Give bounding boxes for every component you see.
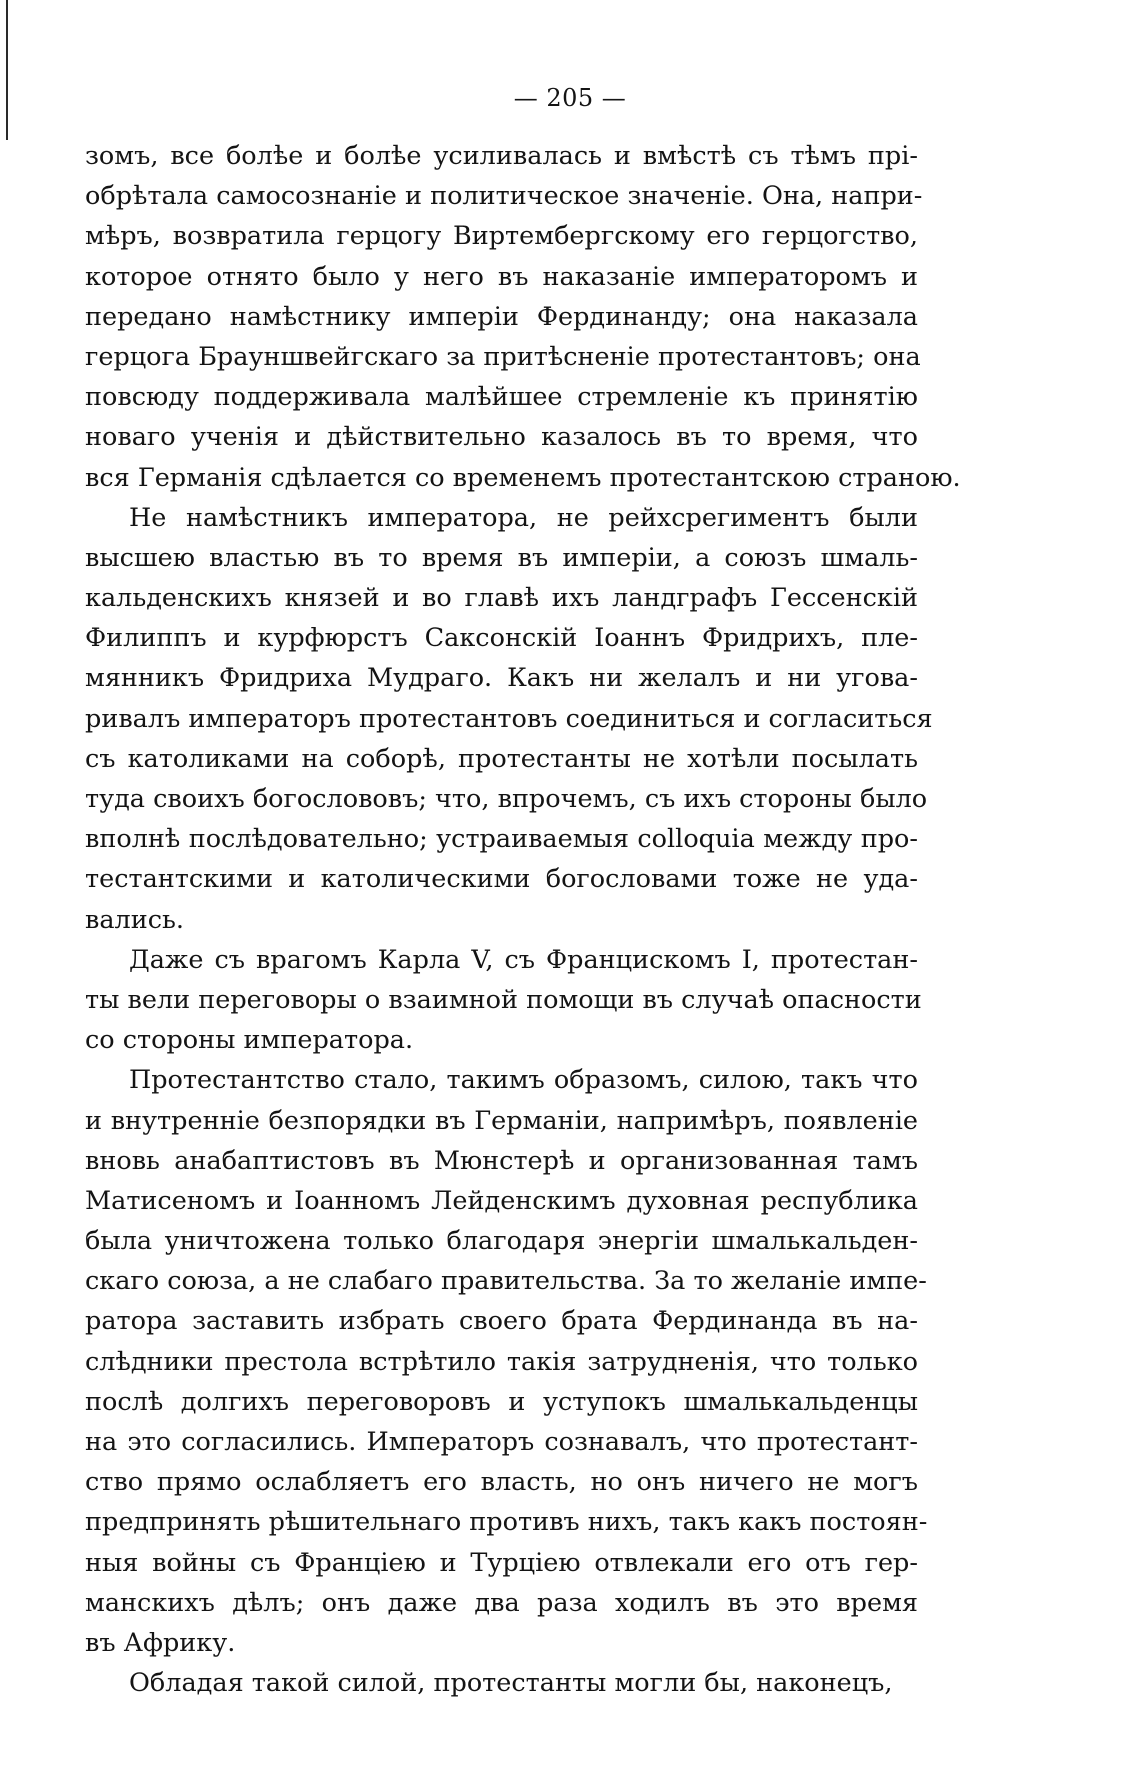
text-line: передано намѣстнику имперіи Фердинанду; она наказала <box>85 301 918 332</box>
paragraph <box>85 940 922 1061</box>
paragraph <box>85 1663 918 1703</box>
text-line: вся Германія сдѣлается со временемъ протестантскою страною. <box>85 462 961 493</box>
text-line: въ Африку. <box>85 1627 236 1658</box>
text-line: Не намѣстникъ императора, не рейхсрегиментъ были <box>129 502 918 533</box>
text-line: Филиппъ и курфюрстъ Саксонскій Іоаннъ Фридрихъ, пле- <box>85 623 918 654</box>
text-line: ратора заставить избрать своего брата Фердинанда въ на- <box>85 1306 918 1337</box>
text-line: со стороны императора. <box>85 1025 414 1056</box>
text-line: ныя войны съ Франціею и Турціею отвлекали его отъ гер- <box>85 1547 918 1578</box>
text-line: ты вели переговоры о взаимной помощи въ случаѣ опасности <box>85 984 922 1015</box>
text-line: туда своихъ богослововъ; что, впрочемъ, съ ихъ стороны было <box>85 784 928 814</box>
text-line: обрѣтала самосознаніе и политическое значеніе. Она, напри- <box>85 181 923 212</box>
text-line: вались. <box>85 904 185 935</box>
text-line: кальденскихъ князей и во главѣ ихъ ландграфъ Гессенскій <box>85 583 918 614</box>
page-edge-shadow <box>6 0 8 140</box>
paragraph <box>85 498 933 940</box>
text-line: которое отнято было у него въ наказаніе императоромъ и <box>85 261 918 292</box>
text-line: скаго союза, а не слабаго правительства. За то желаніе импе- <box>85 1266 927 1297</box>
text-line: зомъ, все болѣе и болѣе усиливалась и вмѣстѣ съ тѣмъ прі- <box>85 141 918 171</box>
text-line: ство прямо ослабляетъ его власть, но онъ ничего не могъ <box>85 1467 918 1498</box>
text-line: Даже съ врагомъ Карла V, съ Францискомъ I, протестан- <box>129 944 918 975</box>
paragraph <box>85 1060 928 1663</box>
text-line: высшею властью въ то время въ имперіи, а союзъ шмаль- <box>85 542 918 573</box>
text-line: манскихъ дѣлъ; онъ даже два раза ходилъ въ это время <box>85 1587 918 1618</box>
text-line: ривалъ императоръ протестантовъ соединиться и согласиться <box>85 703 933 734</box>
text-line: Протестантство стало, такимъ образомъ, силою, такъ что <box>129 1065 918 1096</box>
text-line: Матисеномъ и Іоанномъ Лейденскимъ духовная республика <box>85 1185 918 1216</box>
text-line: вполнѣ послѣдовательно; устраиваемыя colloquia между про- <box>85 824 918 855</box>
text-line: съ католиками на соборѣ, протестанты не хотѣли посылать <box>85 743 918 774</box>
text-line: мянникъ Фридриха Мудраго. Какъ ни желалъ и ни угова- <box>85 663 918 694</box>
text-line: была уничтожена только благодаря энергіи шмалькальден- <box>85 1226 918 1257</box>
text-line: повсюду поддерживала малѣйшее стремленіе къ принятію <box>85 382 918 413</box>
text-line: тестантскими и католическими богословами тоже не уда- <box>85 864 918 895</box>
body-text <box>85 136 961 1703</box>
text-line: герцога Брауншвейгскаго за притѣсненіе протестантовъ; она <box>85 341 921 372</box>
text-line: послѣ долгихъ переговоровъ и уступокъ шмалькальденцы <box>85 1386 918 1417</box>
text-line: Обладая такой силой, протестанты могли бы, наконецъ, <box>129 1668 893 1699</box>
text-line: на это согласились. Императоръ сознавалъ, что протестант- <box>85 1427 918 1457</box>
text-line: мѣръ, возвратила герцогу Виртембергскому его герцогство, <box>85 221 918 252</box>
text-line: слѣдники престола встрѣтило такія затрудненія, что только <box>85 1346 918 1377</box>
text-line: вновь анабаптистовъ въ Мюнстерѣ и организованная тамъ <box>85 1145 918 1176</box>
paragraph <box>85 136 961 498</box>
text-line: новаго ученія и дѣйствительно казалось въ то время, что <box>85 422 918 453</box>
text-line: и внутренніе безпорядки въ Германіи, напримѣръ, появленіе <box>85 1105 918 1136</box>
page-number: — 205 — <box>513 84 627 112</box>
text-line: предпринять рѣшительнаго противъ нихъ, такъ какъ постоян- <box>85 1507 928 1538</box>
